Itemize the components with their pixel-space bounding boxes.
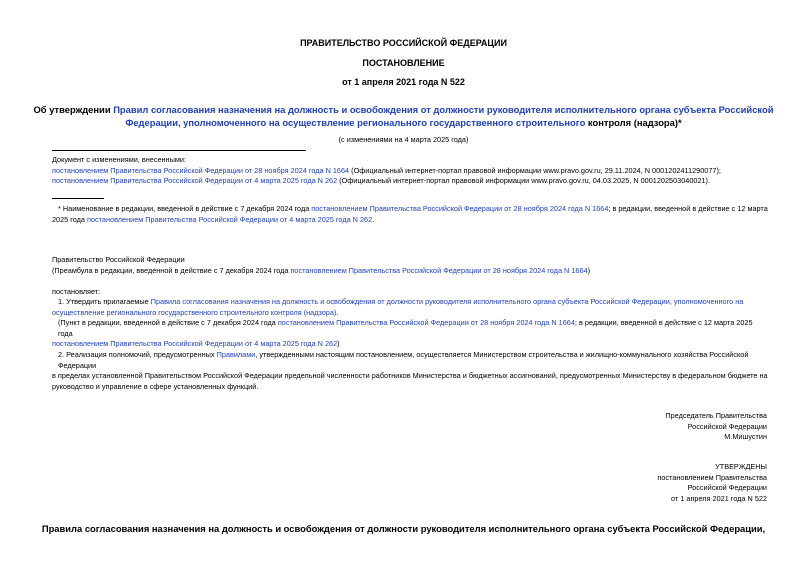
title-line-2	[0, 117, 807, 130]
item-2-line-3: руководство и управление в сфере установленных функций.	[52, 381, 259, 391]
changes-heading: Документ с изменениями, внесенными:	[52, 155, 186, 164]
government-heading: ПРАВИТЕЛЬСТВО РОССИЙСКОЙ ФЕДЕРАЦИИ	[300, 38, 507, 48]
title-prefix: Об утверждении	[33, 104, 114, 115]
resolves-text: постановляет:	[52, 287, 101, 296]
change-link-1664[interactable]: постановлением Правительства Российской Федерации от 28 ноября 2024 года N 1664	[52, 165, 350, 175]
title-rules-link[interactable]: Правил согласования назначения на должность и освобождения от должности руководителя исполнительного органа субъекта Российской	[113, 104, 774, 115]
amendments-note: (с изменениями на 4 марта 2025 года)	[338, 135, 469, 144]
preamble	[52, 255, 768, 276]
preamble-text: Правительство Российской Федерации	[52, 255, 185, 264]
footnote-divider	[52, 198, 104, 199]
item-2-rules-link[interactable]: Правилами	[216, 350, 256, 359]
item-1-link-262[interactable]: постановлением Правительства Российской Федерации от 4 марта 2025 года N 262	[52, 339, 338, 348]
item-2-line-2: в пределах установленной Правительством Российской Федерации предельной численности работников Министерства и бюджетных ассигнований, предусмотренных Министерству в федеральном бюджете на	[52, 371, 768, 380]
preamble-link-1664[interactable]: постановлением Правительства Российской Федерации от 28 ноября 2024 года N 1664	[290, 265, 588, 275]
item-1	[52, 297, 768, 350]
changes-block	[52, 155, 772, 187]
footnote	[52, 204, 768, 225]
signature-block	[467, 411, 767, 443]
item-1-rules-link[interactable]: Правила согласования назначения на должность и освобождения от должности руководителя исполнительного органа субъекта Российской Федерации, уполномоченного на	[150, 297, 744, 306]
signature-name: М.Мишустин	[724, 432, 767, 441]
signature-org: Российской Федерации	[687, 421, 767, 431]
approved-org: Российской Федерации	[687, 483, 767, 492]
item-1-note-line-1: (Пункт в редакции, введенной в действие с 7 декабря 2024 года постановлением Правительства Российской Федерации от 28 ноября 2024 года N 1664; в редакции, введенной в действие с 12 марта 2025 года	[58, 318, 753, 338]
change-item	[52, 176, 772, 187]
title-rules-link-cont[interactable]: Федерации, уполномоченного на осуществление регионального государственного строительного	[125, 116, 586, 128]
item-1-link-1664[interactable]: постановлением Правительства Российской Федерации от 28 ноября 2024 года N 1664	[277, 318, 575, 327]
approved-block	[467, 462, 767, 504]
approved-date: от 1 апреля 2021 года N 522	[671, 493, 767, 503]
item-2-line-1: 2. Реализация полномочий, предусмотренных Правилами, утвержденными настоящим постановлением, осуществляется Министерством строительства и жилищно-коммунального хозяйства Российской Федерации	[58, 350, 749, 370]
change-source: (Официальный интернет-портал правовой информации www.pravo.gov.ru, 29.11.2024, N 0001202411290077);	[349, 165, 721, 175]
approved-by: постановлением Правительства	[657, 472, 767, 482]
title-suffix: контроля (надзора)*	[585, 116, 682, 128]
doc-date-number: от 1 апреля 2021 года N 522	[342, 77, 465, 87]
item-2	[52, 350, 768, 392]
document-title	[0, 104, 807, 129]
change-source: (Официальный интернет-портал правовой информации www.pravo.gov.ru, 04.03.2025, N 0001202503040021).	[337, 176, 711, 185]
signature-position: Председатель Правительства	[665, 411, 767, 420]
change-item	[52, 166, 772, 177]
rules-title: Правила согласования назначения на должность и освобождения от должности руководителя исполнительного органа субъекта Российской Федерации,	[41, 523, 766, 534]
item-1-note-line-2: постановлением Правительства Российской Федерации от 4 марта 2025 года N 262)	[52, 339, 340, 348]
footnote-link-262[interactable]: постановлением Правительства Российской Федерации от 4 марта 2025 года N 262	[87, 214, 373, 224]
item-1-line-1: 1. Утвердить прилагаемые Правила согласования назначения на должность и освобождения от должности руководителя исполнительного органа субъекта Российской Федерации, уполномоченного на	[58, 297, 744, 306]
divider	[52, 150, 306, 151]
preamble-note: (Преамбула в редакции, введенной в действие с 7 декабря 2024 года постановлением Правительства Российской Федерации от 28 ноября 2024 года N 1664)	[52, 265, 590, 275]
footnote-line-1: * Наименование в редакции, введенной в действие с 7 декабря 2024 года постановлением Правительства Российской Федерации от 28 ноября 2024 года N 1664; в редакции, введенной в действие с 12 марта	[58, 204, 768, 213]
title-line-1	[0, 104, 807, 117]
approved-heading: УТВЕРЖДЕНЫ	[715, 462, 767, 471]
footnote-line-2: 2025 года постановлением Правительства Российской Федерации от 4 марта 2025 года N 262.	[52, 214, 375, 224]
item-1-rules-link-cont[interactable]: осуществление регионального государственного строительного контроля (надзора)	[52, 307, 337, 317]
doc-type-heading: ПОСТАНОВЛЕНИЕ	[362, 58, 445, 68]
item-1-line-2: осуществление регионального государственного строительного контроля (надзора).	[52, 307, 339, 317]
footnote-link-1664[interactable]: постановлением Правительства Российской Федерации от 28 ноября 2024 года N 1664	[311, 204, 609, 213]
change-link-262[interactable]: постановлением Правительства Российской Федерации от 4 марта 2025 года N 262	[52, 176, 338, 185]
